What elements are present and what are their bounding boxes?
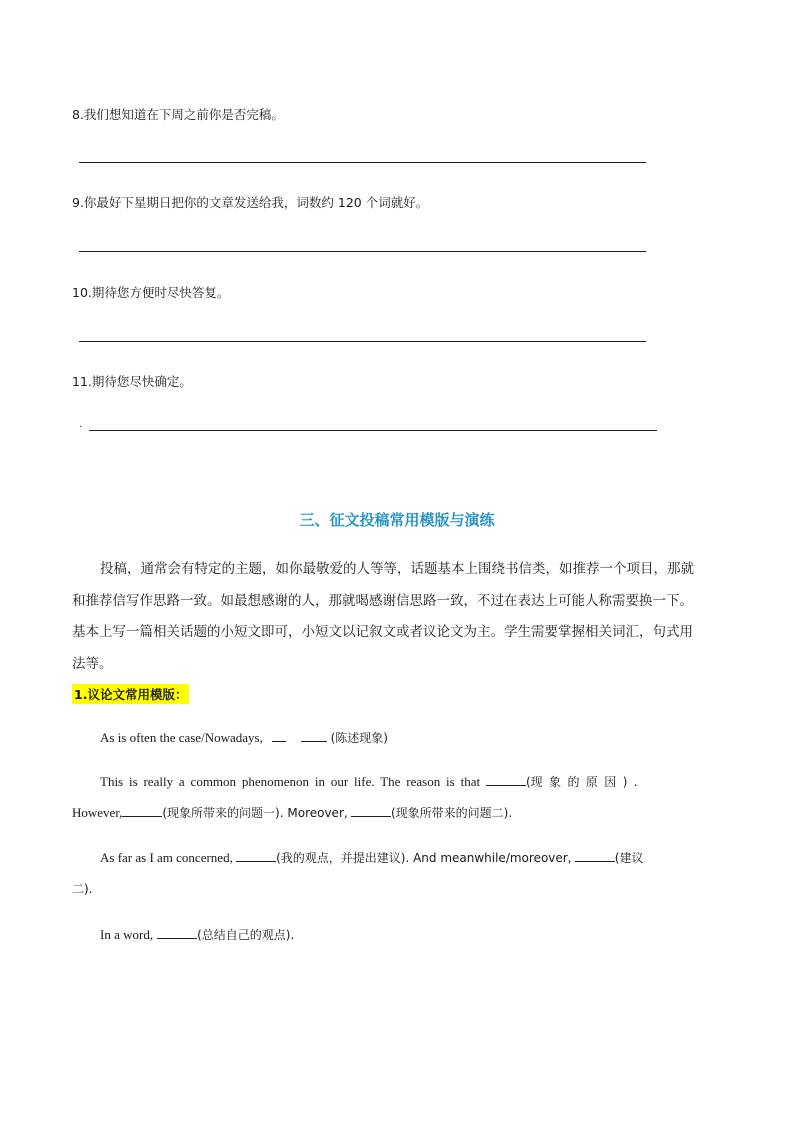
question-9: 9.你最好下星期日把你的文章发送给我，词数约 120 个词就好。 [72,195,429,210]
intro-line-1: 投稿，通常会有特定的主题，如你最敬爱的人等等，话题基本上围绕书信类，如推荐一个项目，那就 [100,561,694,577]
answer-line-10 [79,341,646,342]
question-8: 8.我们想知道在下周之前你是否完稿。 [72,107,284,122]
intro-line-3: 基本上写一篇相关话题的小短文即可，小短文以记叙文或者议论文为主。学生需要掌握相关词汇，句式用 [72,624,693,640]
template-line-5 [72,880,93,897]
section-title: 三、征文投稿常用模版与演练 [299,511,495,529]
blank [157,927,197,939]
template-line-4-note-2: (建议 [614,851,644,865]
blank [301,730,327,742]
intro-line-2: 和推荐信写作思路一致。如最想感谢的人，那就喝感谢信思路一致，不过在表达上可能人称需要换一下。 [72,592,693,609]
template-line-6-note: (总结自己的观点). [197,928,295,942]
template-line-3-note-2: (现象所带来的问题二). [390,806,513,820]
blank [236,850,276,862]
template-line-6 [100,926,294,943]
template-line-1-text: As is often the case/Nowadays, [100,730,263,745]
template-line-6-text: In a word, [100,927,154,942]
template-line-2-note: (现 象 的 原 因 ) . [525,775,638,789]
blank [272,730,286,742]
template-line-5-text: 二). [72,882,93,896]
template-line-2-text: This is really a common phenomenon in our life. The reason is that [100,774,481,789]
template-line-3-text: However, [72,805,123,820]
stray-mark: · [79,422,83,433]
question-11: 11.期待您尽快确定。 [72,374,192,389]
template-line-2 [100,773,638,790]
blank [575,850,615,862]
template-line-3 [72,804,512,821]
template-line-3-note-1: (现象所带来的问题一). Moreover, [162,806,348,820]
blank [351,805,391,817]
question-10: 10.期待您方便时尽快答复。 [72,285,230,300]
template-line-4-note-1: (我的观点，并提出建议). And meanwhile/moreover, [276,851,572,865]
blank [486,774,526,786]
template-line-4 [100,849,643,866]
answer-line-8 [79,162,646,163]
template-line-4-text: As far as I am concerned, [100,850,233,865]
template-line-1 [100,729,388,746]
answer-line-9 [79,251,646,252]
intro-paragraph [72,554,722,680]
template-line-1-note: (陈述现象) [330,731,388,745]
template-label: 1.议论文常用模版： [72,684,189,704]
intro-line-4: 法等。 [72,655,113,672]
blank [122,805,162,817]
answer-line-11 [89,430,657,431]
